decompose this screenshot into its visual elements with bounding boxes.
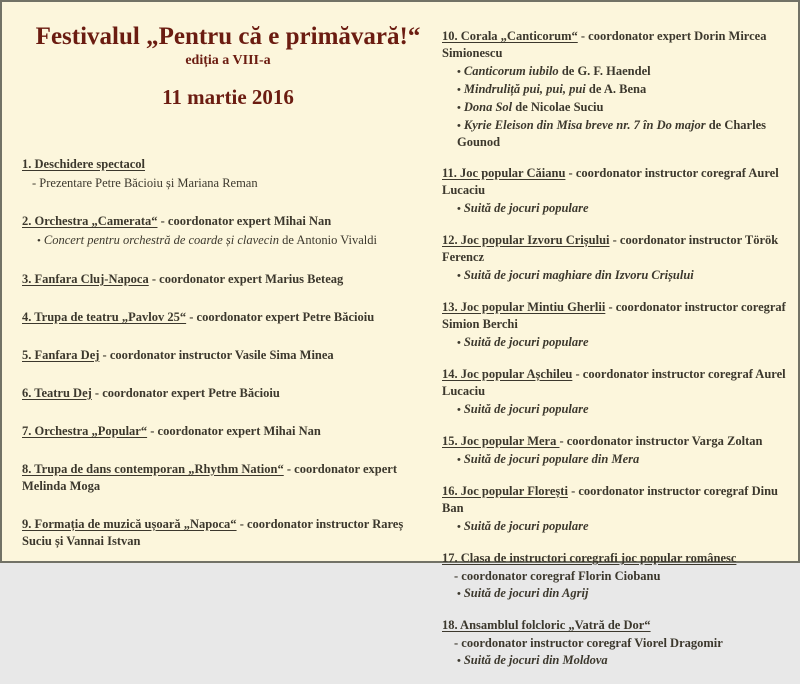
- bullet-icon: •: [457, 454, 461, 466]
- program-item: [442, 617, 794, 669]
- item-heading: [442, 433, 794, 450]
- item-heading: [442, 483, 794, 517]
- item-title: 10. Corala „Canticorum“: [442, 29, 578, 43]
- piece-line: [442, 451, 794, 468]
- piece-line: [442, 81, 794, 98]
- program-item: [22, 385, 434, 402]
- festival-title: Festivalul „Pentru că e primăvară!“: [35, 23, 421, 50]
- piece-line: [442, 401, 794, 418]
- item-coordinator: - coordonator instructor coregraf Aurel Lucaciu: [442, 367, 786, 398]
- bullet-icon: •: [37, 235, 41, 247]
- bullet-icon: •: [457, 102, 461, 114]
- piece-title: Suită de jocuri populare: [463, 519, 589, 533]
- piece-title: Suită de jocuri maghiare din Izvoru Crișului: [463, 268, 694, 282]
- item-coordinator: - coordonator expert Petre Băcioiu: [186, 310, 375, 324]
- item-title: 11. Joc popular Căianu: [442, 166, 566, 180]
- bullet-icon: •: [457, 270, 461, 282]
- item-title: 4. Trupa de teatru „Pavlov 25“: [22, 310, 187, 324]
- bullet-icon: •: [457, 655, 461, 667]
- bullet-icon: •: [457, 337, 461, 349]
- piece-line: [442, 200, 794, 217]
- item-coordinator: - coordonator instructor coregraf Dinu Ban: [442, 484, 778, 515]
- coordinator-line: - coordonator coregraf Florin Ciobanu: [454, 569, 661, 583]
- piece-line: [442, 267, 794, 284]
- program-item: [442, 366, 794, 418]
- item-title: 13. Joc popular Mintiu Gherlii: [442, 300, 606, 314]
- bullet-icon: •: [457, 588, 461, 600]
- piece-title: Mindruliță pui, pui, pui: [463, 82, 586, 96]
- program-item: [22, 347, 434, 364]
- item-coordinator: - coordonator expert Melinda Moga: [22, 462, 398, 493]
- item-coordinator: - coordonator expert Mihai Nan: [147, 424, 321, 438]
- item-title: 12. Joc popular Izvoru Crișului: [442, 233, 610, 247]
- item-title: 17. Clasa de instructori coregrafi joc popular românesc: [442, 551, 737, 565]
- item-heading: [442, 366, 794, 400]
- piece-author: de G. F. Haendel: [558, 64, 651, 78]
- item-heading: [442, 617, 794, 634]
- item-coordinator: - coordonator expert Petre Băcioiu: [91, 386, 280, 400]
- piece-author: de A. Bena: [585, 82, 647, 96]
- piece-title: Suită de jocuri populare: [463, 335, 589, 349]
- item-title: 18. Ansamblul folcloric „Vatră de Dor“: [442, 618, 651, 632]
- program-item: [442, 165, 794, 217]
- item-heading: [442, 299, 794, 333]
- item-title: 2. Orchestra „Camerata“: [22, 214, 158, 228]
- item-heading: [22, 309, 434, 326]
- item-title: 7. Orchestra „Popular“: [22, 424, 148, 438]
- item-heading: [22, 461, 434, 495]
- item-coordinator: - coordonator instructor coregraf Simion Berchi: [442, 300, 786, 331]
- piece-line: [442, 63, 794, 80]
- festival-edition: ediția a VIII-a: [185, 53, 271, 68]
- item-title: 14. Joc popular Așchileu: [442, 367, 573, 381]
- item-title: 15. Joc popular Mera: [442, 434, 560, 448]
- piece-line: [442, 585, 794, 602]
- item-coordinator: - coordonator instructor Vasile Sima Minea: [99, 348, 334, 362]
- item-heading: [22, 156, 434, 173]
- right-column: [442, 2, 794, 684]
- coordinator-line: - coordonator instructor coregraf Viorel Dragomir: [454, 636, 723, 650]
- item-title: 3. Fanfara Cluj-Napoca: [22, 272, 149, 286]
- piece-author: de Antonio Vivaldi: [279, 233, 377, 247]
- program-item: [442, 550, 794, 602]
- festival-header: [22, 2, 434, 110]
- program-item: [22, 156, 434, 192]
- piece-title: Suită de jocuri populare: [463, 402, 589, 416]
- item-coordinator: - coordonator expert Marius Beteag: [148, 272, 344, 286]
- item-heading: [22, 347, 434, 364]
- piece-title: Dona Sol: [463, 100, 513, 114]
- item-heading: [22, 271, 434, 288]
- item-coordinator: - coordonator instructor Varga Zoltan: [559, 434, 763, 448]
- program-item: [22, 461, 434, 495]
- item-heading: [442, 550, 794, 567]
- item-coordinator: - coordonator expert Mihai Nan: [157, 214, 332, 228]
- bullet-icon: •: [457, 521, 461, 533]
- item-title: 16. Joc popular Florești: [442, 484, 568, 498]
- piece-line: [442, 518, 794, 535]
- program-item: [442, 232, 794, 284]
- item-heading: [442, 28, 794, 62]
- program-item: [22, 423, 434, 440]
- piece-author: de Charles Gounod: [457, 118, 766, 149]
- item-heading: [22, 516, 434, 550]
- bullet-icon: •: [457, 66, 461, 78]
- program-item: [442, 433, 794, 468]
- item-title: 8. Trupa de dans contemporan „Rhythm Nation“: [22, 462, 284, 476]
- piece-author: de Nicolae Suciu: [512, 100, 604, 114]
- program-item: [22, 309, 434, 326]
- piece-title: Suită de jocuri populare: [463, 201, 589, 215]
- bullet-icon: •: [457, 84, 461, 96]
- piece-line: [442, 117, 794, 150]
- item-title: 5. Fanfara Dej: [22, 348, 100, 362]
- item-title: 6. Teatru Dej: [22, 386, 92, 400]
- program-item: [442, 299, 794, 351]
- item-heading: [442, 232, 794, 266]
- program-item: [442, 483, 794, 535]
- piece-line: [22, 232, 434, 250]
- bullet-icon: •: [457, 120, 461, 132]
- item-title: 1. Deschidere spectacol: [22, 157, 146, 171]
- item-heading: [22, 385, 434, 402]
- item-title: 9. Formația de muzică ușoară „Napoca“: [22, 517, 237, 531]
- item-coordinator: - coordonator instructor Rareș Suciu și Vannai Istvan: [22, 517, 404, 548]
- item-coordinator: - coordonator instructor coregraf Aurel Lucaciu: [442, 166, 779, 197]
- program-list-left: [22, 156, 434, 550]
- program-item: [22, 516, 434, 550]
- item-heading: [442, 165, 794, 199]
- program-item: [22, 271, 434, 288]
- item-coordinator: - coordonator expert Dorin Mircea Simionescu: [442, 29, 767, 60]
- program-item: [442, 28, 794, 150]
- item-coordinator: - coordonator instructor Török Ferencz: [442, 233, 779, 264]
- left-column: [22, 2, 434, 571]
- bullet-icon: •: [457, 404, 461, 416]
- piece-line: [442, 99, 794, 116]
- item-heading: [22, 213, 434, 230]
- presenter-line: - Prezentare Petre Băcioiu și Mariana Reman: [32, 176, 258, 190]
- piece-title: Suită de jocuri populare din Mera: [463, 452, 640, 466]
- piece-title: Suită de jocuri din Moldova: [463, 653, 608, 667]
- bullet-icon: •: [457, 203, 461, 215]
- program-item: [22, 213, 434, 250]
- item-heading: [22, 423, 434, 440]
- piece-line: [442, 652, 794, 669]
- piece-title: Concert pentru orchestră de coarde și clavecin: [43, 233, 279, 247]
- piece-title: Suită de jocuri din Agrij: [463, 586, 589, 600]
- piece-title: Canticorum iubilo: [463, 64, 559, 78]
- piece-line: [442, 334, 794, 351]
- festival-date: 11 martie 2016: [162, 85, 294, 109]
- piece-title: Kyrie Eleison din Misa breve nr. 7 în Do major: [463, 118, 706, 132]
